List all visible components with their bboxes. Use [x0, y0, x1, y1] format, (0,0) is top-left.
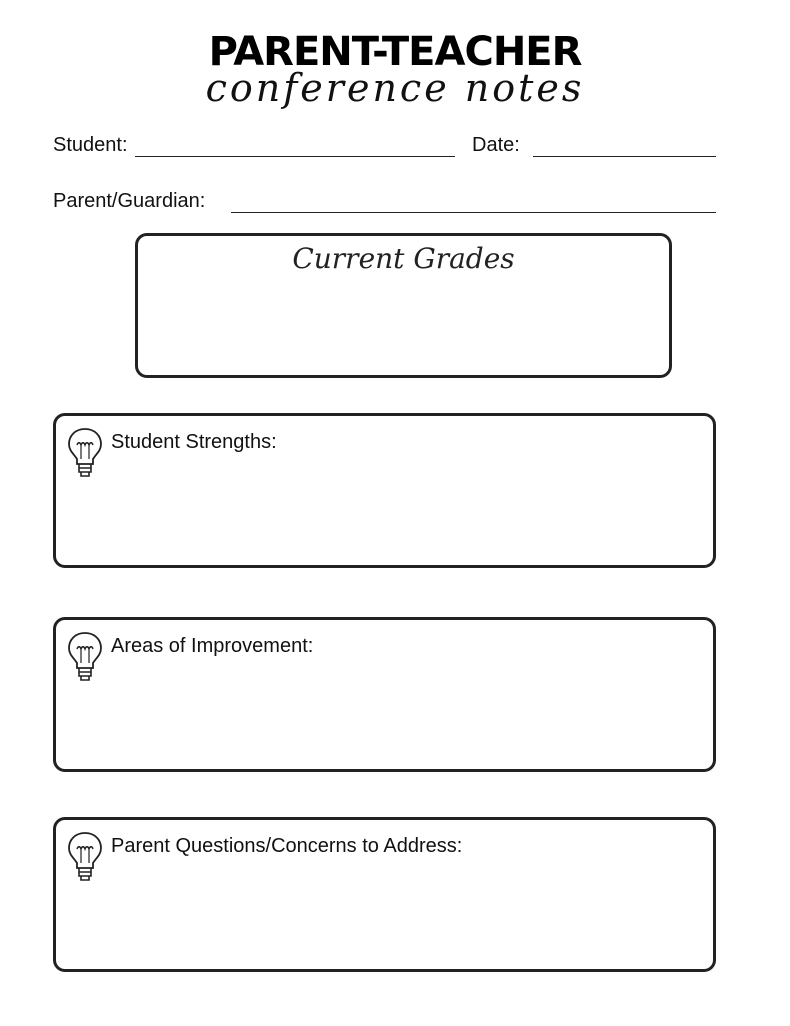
parent-questions-box[interactable] — [53, 817, 716, 972]
student-label: Student: — [53, 134, 128, 156]
areas-of-improvement-label: Areas of Improvement: — [111, 635, 314, 657]
date-label: Date: — [472, 134, 520, 156]
lightbulb-icon — [66, 426, 104, 480]
current-grades-title: Current Grades — [292, 242, 515, 275]
student-strengths-label: Student Strengths: — [111, 431, 277, 453]
parent-guardian-line[interactable] — [231, 212, 716, 213]
current-grades-box[interactable] — [135, 233, 672, 378]
areas-of-improvement-box[interactable] — [53, 617, 716, 772]
page-subtitle: conference notes — [205, 66, 585, 110]
lightbulb-icon — [66, 630, 104, 684]
date-line[interactable] — [533, 156, 716, 157]
student-name-line[interactable] — [135, 156, 455, 157]
parent-guardian-label: Parent/Guardian: — [53, 190, 206, 212]
lightbulb-icon — [66, 830, 104, 884]
page-title: PARENT-TEACHER — [208, 29, 582, 75]
parent-questions-label: Parent Questions/Concerns to Address: — [111, 835, 463, 857]
student-strengths-box[interactable] — [53, 413, 716, 568]
